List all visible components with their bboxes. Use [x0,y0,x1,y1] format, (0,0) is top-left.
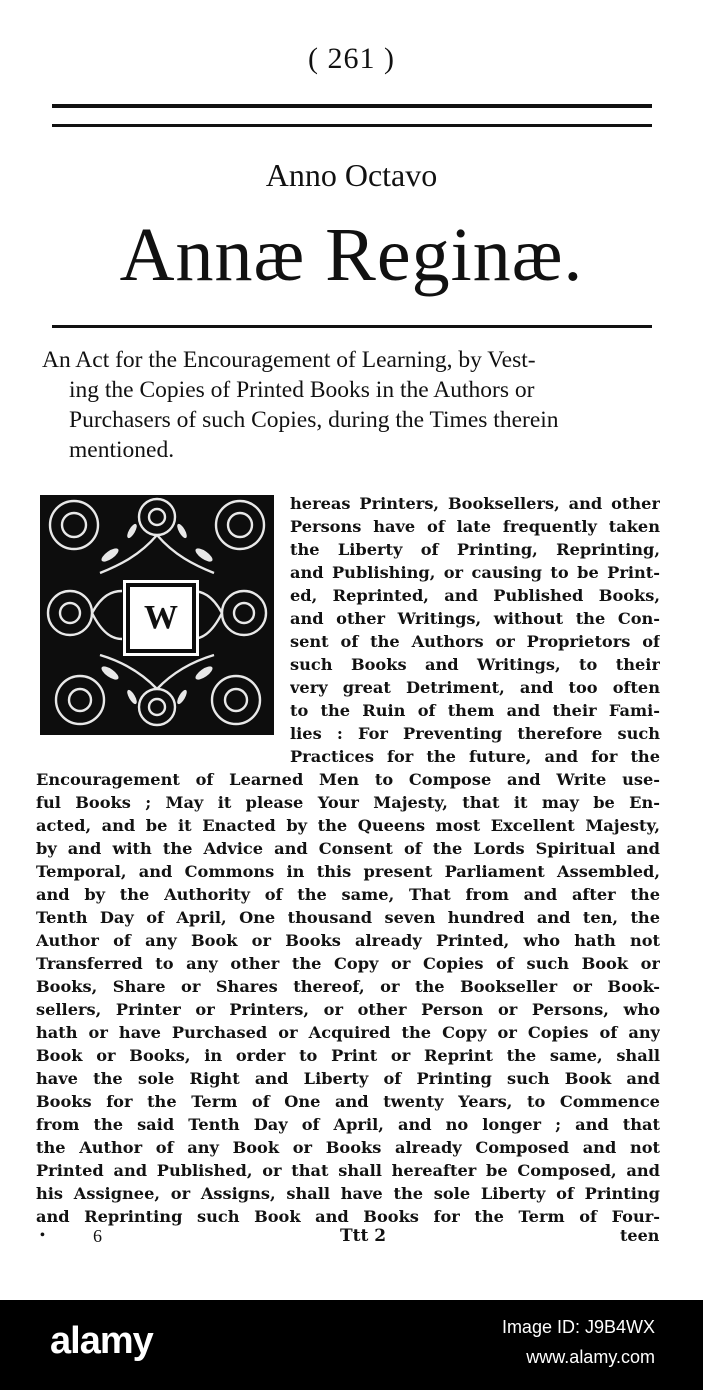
body-line: the Liberty of Printing, Reprinting, [290,540,660,559]
body-line: such Books and Writings, to their [290,655,660,674]
anno-heading: Anno Octavo [265,157,438,193]
body-line: to the Ruin of them and their Fami- [290,701,660,720]
body-line: Author of any Book or Books already Printed, who hath not [36,931,660,950]
body-line: his Assignee, or Assigns, shall have the sole Liberty of Printing [36,1184,660,1203]
body-line: Tenth Day of April, One thousand seven hundred and ten, the [36,908,660,927]
body-line: and Publishing, or causing to be Print- [290,563,660,582]
body-line: hath or have Purchased or Acquired the Copy or Copies of any [36,1023,660,1042]
body-line: Books for the Term of One and twenty Years, to Commence [36,1092,660,1111]
body-line: and other Writings, without the Con- [290,609,660,628]
body-line: Transferred to any other the Copy or Copies of such Book or [36,954,660,973]
body-line: Books, Share or Shares thereof, or the Bookseller or Book- [36,977,660,996]
title-rule [52,325,652,328]
signature-mark: Ttt 2 [340,1226,387,1246]
body-line: hereas Printers, Booksellers, and other [290,494,660,513]
body-line: very great Detriment, and too often [290,678,660,697]
body-line: sent of the Authors or Proprietors of [290,632,660,651]
act-title-line: ing the Copies of Printed Books in the Authors or [69,377,535,403]
body-line: have the sole Right and Liberty of Printing such Book and [36,1069,660,1088]
body-line: ful Books ; May it please Your Majesty, that it may be En- [36,793,660,812]
act-title [42,345,662,465]
alamy-logo: alamy [50,1320,153,1362]
initial-letter: W [126,583,196,653]
body-line: and Reprinting such Book and Books for the Term of Four- [36,1207,660,1226]
body-line: Temporal, and Commons in this present Parliament Assembled, [36,862,660,881]
image-id: Image ID: J9B4WX [501,1317,655,1337]
body-line: Printed and Published, or that shall hereafter be Composed, and [36,1161,660,1180]
body-line: Encouragement of Learned Men to Compose and Write use- [36,770,660,789]
body-line: the Author of any Book or Books already Composed and not [36,1138,660,1157]
act-title-line: mentioned. [69,437,175,463]
act-title-line: An Act for the Encouragement of Learning, by Vest- [42,347,536,373]
body-line: sellers, Printer or Printers, or other Person or Persons, who [36,1000,660,1019]
watermark-url: www.alamy.com [526,1347,655,1367]
body-line: Persons have of late frequently taken [290,517,660,536]
body-line: Practices for the future, and for the [290,747,660,766]
signature-bullet: • [40,1228,45,1243]
body-line: lies : For Preventing therefore such [290,724,660,743]
act-title-line: Purchasers of such Copies, during the Times therein [69,407,559,433]
page-number: ( 261 ) [308,42,395,75]
body-line: ed, Reprinted, and Published Books, [290,586,660,605]
body-line: acted, and be it Enacted by the Queens most Excellent Majesty, [36,816,660,835]
top-rule-thin [52,124,652,127]
catchword: teen [620,1226,660,1245]
body-line: Book or Books, in order to Print or Reprint the same, shall [36,1046,660,1065]
floral-woodcut-initial-icon [40,495,274,735]
reginae-heading: Annæ Reginæ. [119,213,584,297]
body-line: from the said Tenth Day of April, and no longer ; and that [36,1115,660,1134]
watermark-bar [0,1300,703,1390]
top-rule-thick [52,104,652,108]
body-line: and by the Authority of the same, That from and after the [36,885,660,904]
signature-number: 6 [93,1226,102,1246]
body-line: by and with the Advice and Consent of the Lords Spiritual and [36,839,660,858]
